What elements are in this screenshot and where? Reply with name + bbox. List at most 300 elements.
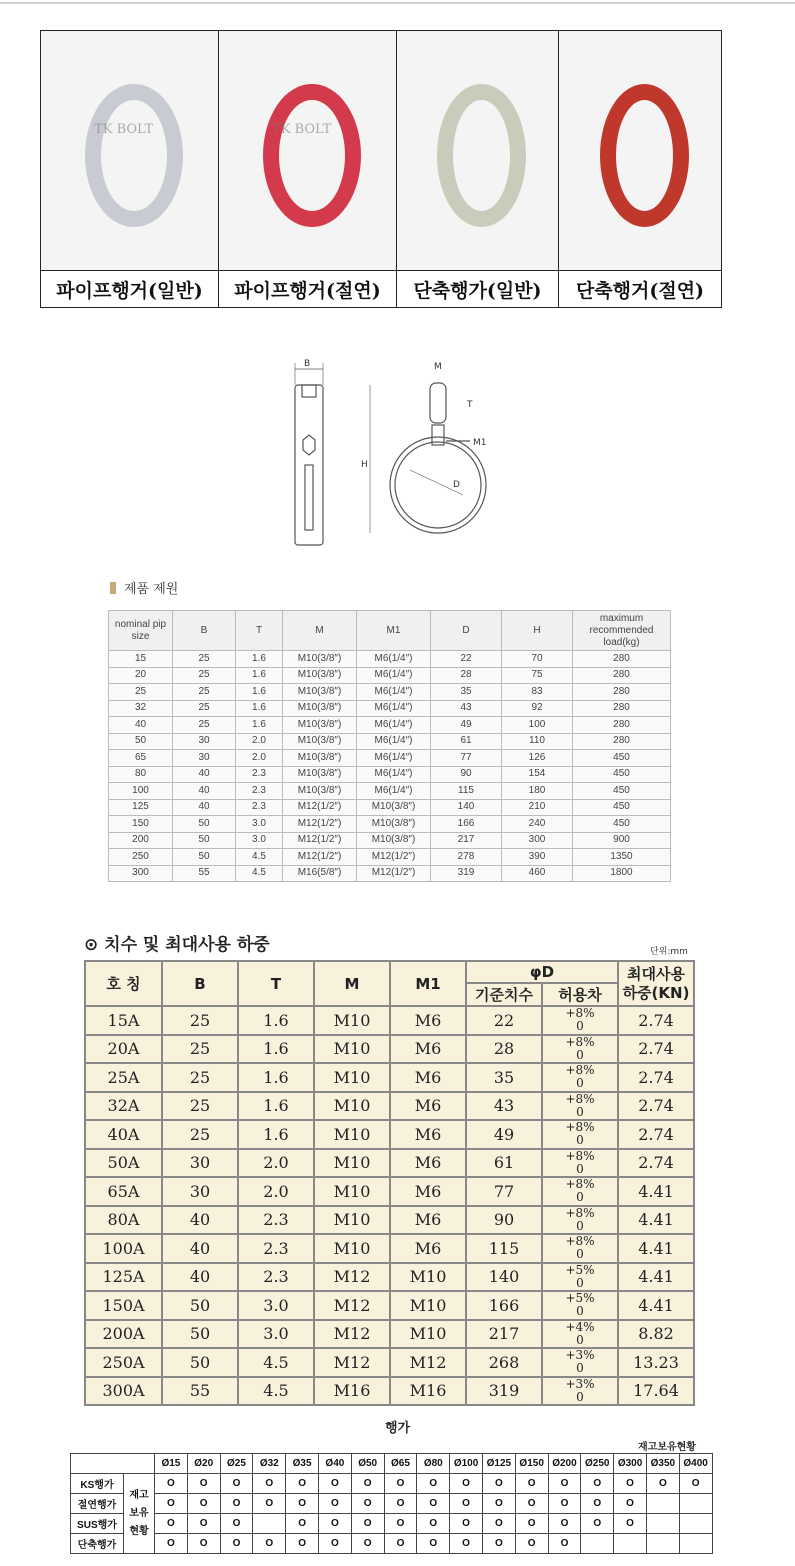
load-cell: 166 [466,1291,542,1320]
stock-group-label: 재고 보유 현황 [124,1474,155,1554]
load-cell: 2.0 [238,1177,314,1206]
stock-mark: O [548,1534,581,1554]
spec-cell: M6(1/4″) [357,651,431,668]
stock-mark: O [351,1514,384,1534]
stock-mark: O [351,1534,384,1554]
load-cell: 80A [85,1206,162,1235]
stock-mark: O [515,1514,548,1534]
tolerance-plus: +3% [565,1348,595,1363]
size-header: Ø80 [417,1454,450,1474]
load-cell: 55 [162,1377,238,1406]
spec-cell: M6(1/4″) [357,766,431,783]
load-cell: 115 [466,1234,542,1263]
stock-mark [581,1534,614,1554]
spec-row [109,717,671,734]
spec-cell: M6(1/4″) [357,783,431,800]
label-h: H [361,460,368,470]
load-cell: 90 [466,1206,542,1235]
spec-cell: 1800 [573,865,671,882]
hanger-dimension-diagram [285,355,515,555]
spec-cell: M10(3/8″) [283,733,357,750]
stock-mark: O [155,1514,188,1534]
stock-mark: O [515,1534,548,1554]
watermark: TK BOLT [94,121,154,137]
spec-row [109,783,671,800]
top-divider [0,2,795,4]
spec-cell: 20 [109,667,173,684]
spec-cell: 300 [502,832,573,849]
spec-cell: 25 [173,651,236,668]
size-header: Ø20 [187,1454,220,1474]
spec-cell: 450 [573,750,671,767]
spec-cell: 25 [109,684,173,701]
stock-mark [646,1494,679,1514]
tolerance-plus: +8% [565,1034,595,1049]
load-cell: 200A [85,1320,162,1349]
spec-cell: 15 [109,651,173,668]
stock-mark: O [417,1474,450,1494]
tolerance-cell [542,1063,618,1092]
load-cell: 250A [85,1348,162,1377]
max-load-cell: 2.74 [618,1006,694,1035]
spec-cell: 460 [502,865,573,882]
load-cell: 49 [466,1120,542,1149]
stock-mark: O [220,1474,253,1494]
spec-row [109,766,671,783]
spec-header: D [431,611,502,651]
spec-cell: 280 [573,684,671,701]
load-cell: 1.6 [238,1035,314,1064]
spec-cell: M10(3/8″) [283,750,357,767]
load-cell: 319 [466,1377,542,1406]
tolerance-cell [542,1149,618,1178]
spec-cell: 28 [431,667,502,684]
tolerance-plus: +8% [565,1234,595,1249]
tolerance-minus: 0 [576,1247,584,1262]
size-header: Ø150 [515,1454,548,1474]
load-cell: M6 [390,1063,466,1092]
load-cell: 25 [162,1063,238,1092]
spec-cell: 80 [109,766,173,783]
max-load-cell: 2.74 [618,1149,694,1178]
header-t: T [238,961,314,1006]
max-load-cell: 13.23 [618,1348,694,1377]
load-cell: M12 [314,1263,390,1292]
tolerance-cell [542,1234,618,1263]
load-row [85,1177,694,1206]
size-header: Ø250 [581,1454,614,1474]
stock-table [70,1453,713,1554]
stock-mark: O [253,1474,286,1494]
load-cell: 77 [466,1177,542,1206]
load-cell: 268 [466,1348,542,1377]
spec-cell: 2.0 [236,733,283,750]
load-cell: M6 [390,1149,466,1178]
product-label: 단축행거(절연) [559,271,722,308]
spec-cell: M10(3/8″) [283,684,357,701]
header-tolerance: 허용차 [542,983,618,1006]
tolerance-minus: 0 [576,1190,584,1205]
load-cell: 30 [162,1177,238,1206]
spec-cell: M6(1/4″) [357,684,431,701]
load-cell: M10 [314,1063,390,1092]
size-header: Ø300 [614,1454,647,1474]
tolerance-plus: +8% [565,1120,595,1135]
spec-cell: 25 [173,700,236,717]
stock-mark: O [286,1514,319,1534]
load-cell: 100A [85,1234,162,1263]
tolerance-minus: 0 [576,1304,584,1319]
product-photo-table [40,30,722,308]
spec-cell: 180 [502,783,573,800]
spec-cell: 280 [573,717,671,734]
load-row [85,1263,694,1292]
size-header: Ø350 [646,1454,679,1474]
spec-cell: 390 [502,849,573,866]
stock-label: 재고보유현황 [638,1442,696,1453]
stock-row [71,1534,713,1554]
load-cell: 300A [85,1377,162,1406]
stock-mark: O [646,1474,679,1494]
spec-cell: 300 [109,865,173,882]
stock-mark: O [318,1494,351,1514]
load-cell: 50 [162,1320,238,1349]
stock-mark: O [220,1514,253,1534]
spec-header: M [283,611,357,651]
size-header: Ø100 [450,1454,483,1474]
load-cell: 3.0 [238,1320,314,1349]
stock-mark: O [384,1474,417,1494]
stock-mark: O [515,1494,548,1514]
spec-cell: 50 [173,849,236,866]
load-table [84,960,695,1406]
spec-header: nominal pip size [109,611,173,651]
header-b: B [162,961,238,1006]
stock-row [71,1514,713,1534]
load-cell: 30 [162,1149,238,1178]
product-label: 파이프행거(절연) [219,271,397,308]
label-m1: M1 [473,438,487,448]
max-load-cell: 17.64 [618,1377,694,1406]
stock-mark: O [614,1514,647,1534]
load-cell: 4.5 [238,1377,314,1406]
load-cell: M10 [314,1234,390,1263]
load-cell: 40 [162,1206,238,1235]
spec-cell: 70 [502,651,573,668]
stock-mark [253,1514,286,1534]
stock-mark: O [482,1474,515,1494]
spec-cell: 49 [431,717,502,734]
spec-cell: 450 [573,799,671,816]
spec-cell: 43 [431,700,502,717]
tolerance-plus: +8% [565,1205,595,1220]
stock-mark: O [220,1494,253,1514]
product-photo [397,31,559,271]
spec-cell: 280 [573,700,671,717]
tolerance-cell [542,1177,618,1206]
tolerance-cell [542,1120,618,1149]
stock-mark: O [318,1534,351,1554]
photo-image [41,31,218,270]
unit-label: 단위:mm [650,947,688,957]
tolerance-plus: +8% [565,1091,595,1106]
stock-mark: O [482,1534,515,1554]
spec-cell: 280 [573,667,671,684]
spec-cell: 2.3 [236,766,283,783]
spec-cell: M10(3/8″) [357,832,431,849]
spec-row [109,700,671,717]
stock-row [71,1494,713,1514]
load-row [85,1377,694,1406]
product-name: KS행가 [71,1474,124,1494]
load-row [85,1348,694,1377]
spec-cell: 61 [431,733,502,750]
stock-mark: O [318,1514,351,1534]
load-cell: M16 [314,1377,390,1406]
load-row [85,1063,694,1092]
spec-cell: 32 [109,700,173,717]
spec-cell: 2.3 [236,783,283,800]
stock-mark: O [318,1474,351,1494]
spec-cell: 30 [173,750,236,767]
header-max-load: 최대사용 하중(KN) [618,961,694,1006]
tolerance-minus: 0 [576,1019,584,1034]
stock-mark: O [548,1474,581,1494]
photo-image [559,31,721,270]
size-header: Ø400 [679,1454,712,1474]
stock-mark: O [450,1514,483,1534]
spec-cell: 150 [109,816,173,833]
load-cell: M12 [314,1291,390,1320]
stock-mark: O [482,1494,515,1514]
load-cell: M6 [390,1234,466,1263]
header-d: φD [466,961,618,983]
spec-cell: 40 [173,783,236,800]
spec-row [109,849,671,866]
spec-cell: M10(3/8″) [283,700,357,717]
spec-cell: 35 [431,684,502,701]
tolerance-minus: 0 [576,1133,584,1148]
load-cell: M10 [314,1206,390,1235]
load-cell: M6 [390,1177,466,1206]
load-row [85,1035,694,1064]
load-cell: M6 [390,1206,466,1235]
spec-cell: 1.6 [236,667,283,684]
spec-cell: 1.6 [236,684,283,701]
spec-row [109,733,671,750]
stock-row [71,1474,713,1494]
spec-cell: 1.6 [236,700,283,717]
tolerance-cell [542,1348,618,1377]
spec-cell: 4.5 [236,865,283,882]
load-cell: M10 [390,1263,466,1292]
stock-mark [679,1494,712,1514]
tolerance-minus: 0 [576,1161,584,1176]
spec-cell: 2.3 [236,799,283,816]
size-header: Ø40 [318,1454,351,1474]
spec-cell: M10(3/8″) [283,717,357,734]
stock-mark: O [253,1494,286,1514]
stock-mark: O [548,1514,581,1534]
load-cell: M10 [390,1320,466,1349]
hanger-ring-shape [263,84,360,227]
load-cell: 28 [466,1035,542,1064]
photo-image [219,31,396,270]
load-cell: 217 [466,1320,542,1349]
stock-mark: O [515,1474,548,1494]
spec-cell: M6(1/4″) [357,700,431,717]
stock-caption: 행가 [384,1421,411,1436]
spec-cell: 210 [502,799,573,816]
tolerance-minus: 0 [576,1389,584,1404]
stock-mark: O [614,1494,647,1514]
product-name: 단축행가 [71,1534,124,1554]
load-cell: M10 [314,1006,390,1035]
spec-cell: M10(3/8″) [283,651,357,668]
stock-mark: O [417,1534,450,1554]
spec-row [109,832,671,849]
max-load-cell: 2.74 [618,1092,694,1121]
tolerance-plus: +8% [565,1148,595,1163]
load-row [85,1006,694,1035]
max-load-cell: 2.74 [618,1035,694,1064]
size-header: Ø35 [286,1454,319,1474]
spec-cell: 3.0 [236,832,283,849]
load-cell: 1.6 [238,1006,314,1035]
load-cell: 25 [162,1092,238,1121]
stock-mark: O [614,1474,647,1494]
load-row [85,1206,694,1235]
label-d: D [453,480,460,490]
spec-cell: 50 [173,832,236,849]
stock-mark: O [417,1494,450,1514]
spec-cell: M6(1/4″) [357,717,431,734]
load-row [85,1092,694,1121]
spec-cell: 166 [431,816,502,833]
stock-mark: O [286,1534,319,1554]
spec-row [109,750,671,767]
spec-table [108,610,671,882]
product-name: 절연행가 [71,1494,124,1514]
load-row [85,1234,694,1263]
spec-cell: 1.6 [236,651,283,668]
spec-cell: 1.6 [236,717,283,734]
stock-mark [679,1534,712,1554]
spec-cell: 4.5 [236,849,283,866]
stock-mark: O [187,1514,220,1534]
spec-cell: 278 [431,849,502,866]
spec-row [109,684,671,701]
header-nominal: 기준치수 [466,983,542,1006]
stock-mark: O [220,1534,253,1554]
spec-header: H [502,611,573,651]
spec-cell: 115 [431,783,502,800]
load-cell: 1.6 [238,1063,314,1092]
load-cell: M16 [390,1377,466,1406]
tolerance-plus: +5% [565,1291,595,1306]
load-cell: 2.3 [238,1263,314,1292]
max-load-cell: 2.74 [618,1120,694,1149]
stock-mark: O [548,1494,581,1514]
max-load-cell: 4.41 [618,1234,694,1263]
load-cell: 15A [85,1006,162,1035]
spec-cell: 40 [109,717,173,734]
load-cell: 25 [162,1120,238,1149]
spec-cell: 450 [573,816,671,833]
stock-mark: O [581,1514,614,1534]
load-cell: 125A [85,1263,162,1292]
spec-cell: M12(1/2″) [283,832,357,849]
load-row [85,1320,694,1349]
header-m1: M1 [390,961,466,1006]
spec-cell: M6(1/4″) [357,750,431,767]
spec-cell: 100 [502,717,573,734]
spec-cell: 126 [502,750,573,767]
stock-mark: O [253,1534,286,1554]
stock-mark: O [450,1494,483,1514]
load-cell: M10 [314,1177,390,1206]
load-cell: 32A [85,1092,162,1121]
stock-mark: O [286,1474,319,1494]
spec-cell: 154 [502,766,573,783]
load-cell: M10 [314,1120,390,1149]
spec-cell: 450 [573,766,671,783]
spec-section-title [110,578,178,597]
load-cell: 20A [85,1035,162,1064]
spec-cell: M16(5/8″) [283,865,357,882]
spec-cell: M12(1/2″) [283,799,357,816]
spec-cell: M12(1/2″) [283,849,357,866]
load-cell: M12 [314,1320,390,1349]
stock-mark [646,1514,679,1534]
tolerance-cell [542,1006,618,1035]
corner-cell [71,1454,155,1474]
hanger-ring-shape [437,84,526,227]
product-photo [219,31,397,271]
spec-row [109,865,671,882]
load-cell: M12 [390,1348,466,1377]
tolerance-cell [542,1320,618,1349]
stock-mark [679,1514,712,1534]
spec-cell: 900 [573,832,671,849]
tolerance-plus: +5% [565,1262,595,1277]
load-cell: 25 [162,1035,238,1064]
spec-cell: 75 [502,667,573,684]
spec-header: T [236,611,283,651]
max-load-cell: 4.41 [618,1206,694,1235]
spec-cell: 65 [109,750,173,767]
size-header: Ø15 [155,1454,188,1474]
load-cell: 40 [162,1263,238,1292]
spec-cell: M10(3/8″) [357,799,431,816]
stock-mark: O [384,1514,417,1534]
spec-header: B [173,611,236,651]
size-header: Ø125 [482,1454,515,1474]
stock-mark: O [155,1534,188,1554]
size-header: Ø50 [351,1454,384,1474]
product-label: 단축행가(일반) [397,271,559,308]
tolerance-plus: +3% [565,1376,595,1391]
spec-cell: 83 [502,684,573,701]
spec-cell: M12(1/2″) [283,816,357,833]
bullet-square-icon [110,582,116,594]
spec-cell: 77 [431,750,502,767]
spec-row [109,651,671,668]
spec-cell: 200 [109,832,173,849]
stock-mark: O [384,1494,417,1514]
load-cell: 22 [466,1006,542,1035]
load-cell: 2.0 [238,1149,314,1178]
